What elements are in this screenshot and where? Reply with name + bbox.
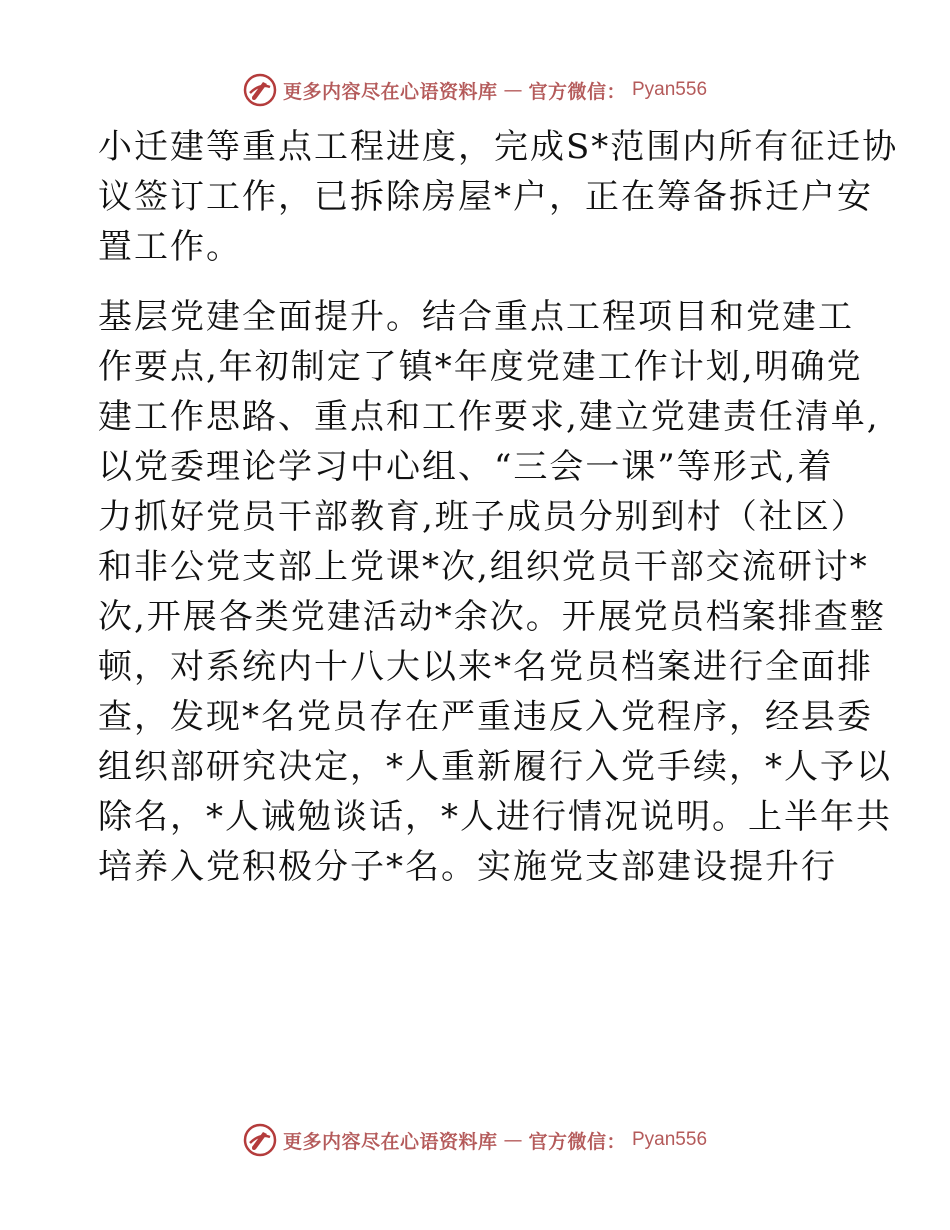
text-line: 小迁建等重点工程进度，完成S*范围内所有征迁协 xyxy=(98,127,899,167)
footer-banner-text: 更多内容尽在心语资料库 xyxy=(282,1130,498,1153)
text-line: 置工作。 xyxy=(98,227,242,267)
text-line: 和非公党支部上党课*次,组织党员干部交流研讨* xyxy=(98,547,869,587)
footer-wechat-label: 官方微信： xyxy=(528,1130,626,1153)
footer-banner-separator: — xyxy=(503,1129,523,1151)
text-line: 培养入党积极分子*名。实施党支部建设提升行 xyxy=(98,847,837,887)
paragraph-gap xyxy=(98,272,858,292)
text-line: 建工作思路、重点和工作要求,建立党建责任清单, xyxy=(98,397,880,437)
document-body xyxy=(98,122,899,892)
book-pen-logo-icon xyxy=(243,1123,277,1157)
text-line: 力抓好党员干部教育,班子成员分别到村（社区） xyxy=(98,497,867,537)
footer-wechat-id: Pyan556 xyxy=(632,1129,708,1150)
header-wechat-label: 官方微信： xyxy=(528,80,626,103)
footer-banner xyxy=(0,1120,950,1160)
text-line: 除名，*人诫勉谈话，*人进行情况说明。上半年共 xyxy=(98,797,892,837)
text-line: 组织部研究决定，*人重新履行入党手续，*人予以 xyxy=(98,747,892,787)
text-line: 作要点,年初制定了镇*年度党建工作计划,明确党 xyxy=(98,347,863,387)
text-line: 次,开展各类党建活动*余次。开展党员档案排查整 xyxy=(98,597,886,637)
header-banner-text: 更多内容尽在心语资料库 xyxy=(282,80,498,103)
text-line: 基层党建全面提升。结合重点工程项目和党建工 xyxy=(98,297,854,337)
header-banner-separator: — xyxy=(503,79,523,101)
text-line: 顿，对系统内十八大以来*名党员档案进行全面排 xyxy=(98,647,873,687)
book-pen-logo-icon xyxy=(243,73,277,107)
header-wechat-id: Pyan556 xyxy=(632,79,708,100)
text-line: 以党委理论学习中心组、“三会一课”等形式,着 xyxy=(98,447,834,487)
text-line: 议签订工作，已拆除房屋*户，正在筹备拆迁户安 xyxy=(98,177,873,217)
text-line: 查，发现*名党员存在严重违反入党程序，经县委 xyxy=(98,697,873,737)
paragraph xyxy=(98,292,892,892)
header-banner xyxy=(0,70,950,110)
paragraph xyxy=(98,122,899,272)
